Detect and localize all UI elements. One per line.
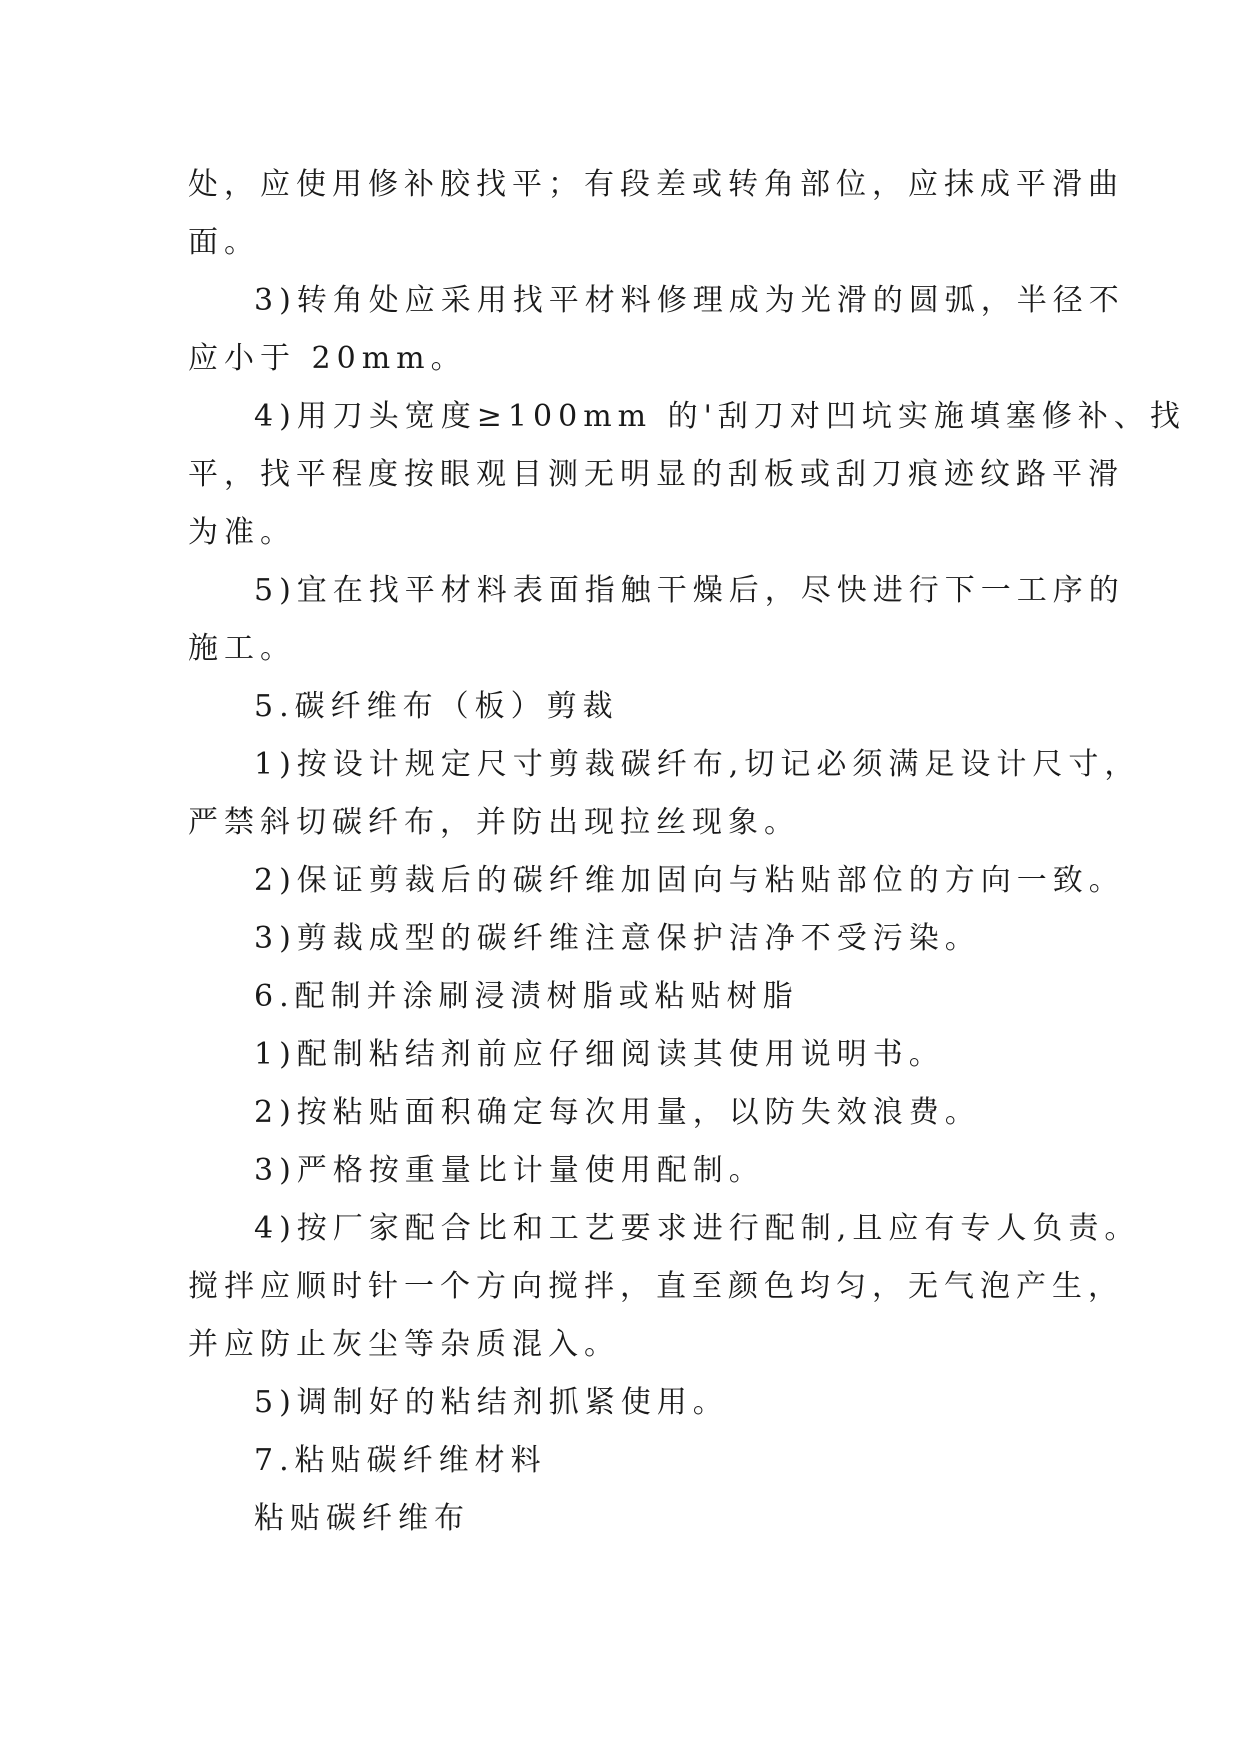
paragraph-line: 施工。 bbox=[188, 631, 296, 666]
paragraph-line: 4)用刀头宽度≥100mm 的'刮刀对凹坑实施填塞修补、找 bbox=[254, 399, 1186, 434]
paragraph-line: 4)按厂家配合比和工艺要求进行配制,且应有专人负责。 bbox=[254, 1211, 1141, 1246]
paragraph-line: 3)严格按重量比计量使用配制。 bbox=[254, 1153, 765, 1188]
section-heading: 5.碳纤维布（板）剪裁 bbox=[254, 689, 619, 724]
section-heading: 7.粘贴碳纤维材料 bbox=[254, 1443, 547, 1478]
paragraph-line: 3)剪裁成型的碳纤维注意保护洁净不受污染。 bbox=[254, 921, 981, 956]
paragraph-line: 1)按设计规定尺寸剪裁碳纤布,切记必须满足设计尺寸， bbox=[254, 747, 1141, 782]
paragraph-line: 3)转角处应采用找平材料修理成为光滑的圆弧，半径不 bbox=[254, 283, 1125, 318]
paragraph-line: 为准。 bbox=[188, 515, 296, 550]
paragraph-line: 处，应使用修补胶找平；有段差或转角部位，应抹成平滑曲 bbox=[188, 167, 1124, 202]
paragraph-line: 严禁斜切碳纤布，并防出现拉丝现象。 bbox=[188, 805, 800, 840]
paragraph-line: 平，找平程度按眼观目测无明显的刮板或刮刀痕迹纹路平滑 bbox=[188, 457, 1124, 492]
paragraph-line: 1)配制粘结剂前应仔细阅读其使用说明书。 bbox=[254, 1037, 945, 1072]
document-body bbox=[188, 156, 1186, 1548]
paragraph-line: 2)保证剪裁后的碳纤维加固向与粘贴部位的方向一致。 bbox=[254, 863, 1125, 898]
subsection-heading: 粘贴碳纤维布 bbox=[254, 1501, 470, 1536]
paragraph-line: 并应防止灰尘等杂质混入。 bbox=[188, 1327, 620, 1362]
paragraph-line: 5)调制好的粘结剂抓紧使用。 bbox=[254, 1385, 729, 1420]
paragraph-line: 2)按粘贴面积确定每次用量，以防失效浪费。 bbox=[254, 1095, 981, 1130]
section-heading: 6.配制并涂刷浸渍树脂或粘贴树脂 bbox=[254, 979, 799, 1014]
paragraph-line: 搅拌应顺时针一个方向搅拌，直至颜色均匀，无气泡产生， bbox=[188, 1269, 1124, 1304]
paragraph-line: 面。 bbox=[188, 225, 260, 260]
paragraph-line: 应小于 20mm。 bbox=[188, 341, 467, 376]
paragraph-line: 5)宜在找平材料表面指触干燥后，尽快进行下一工序的 bbox=[254, 573, 1125, 608]
